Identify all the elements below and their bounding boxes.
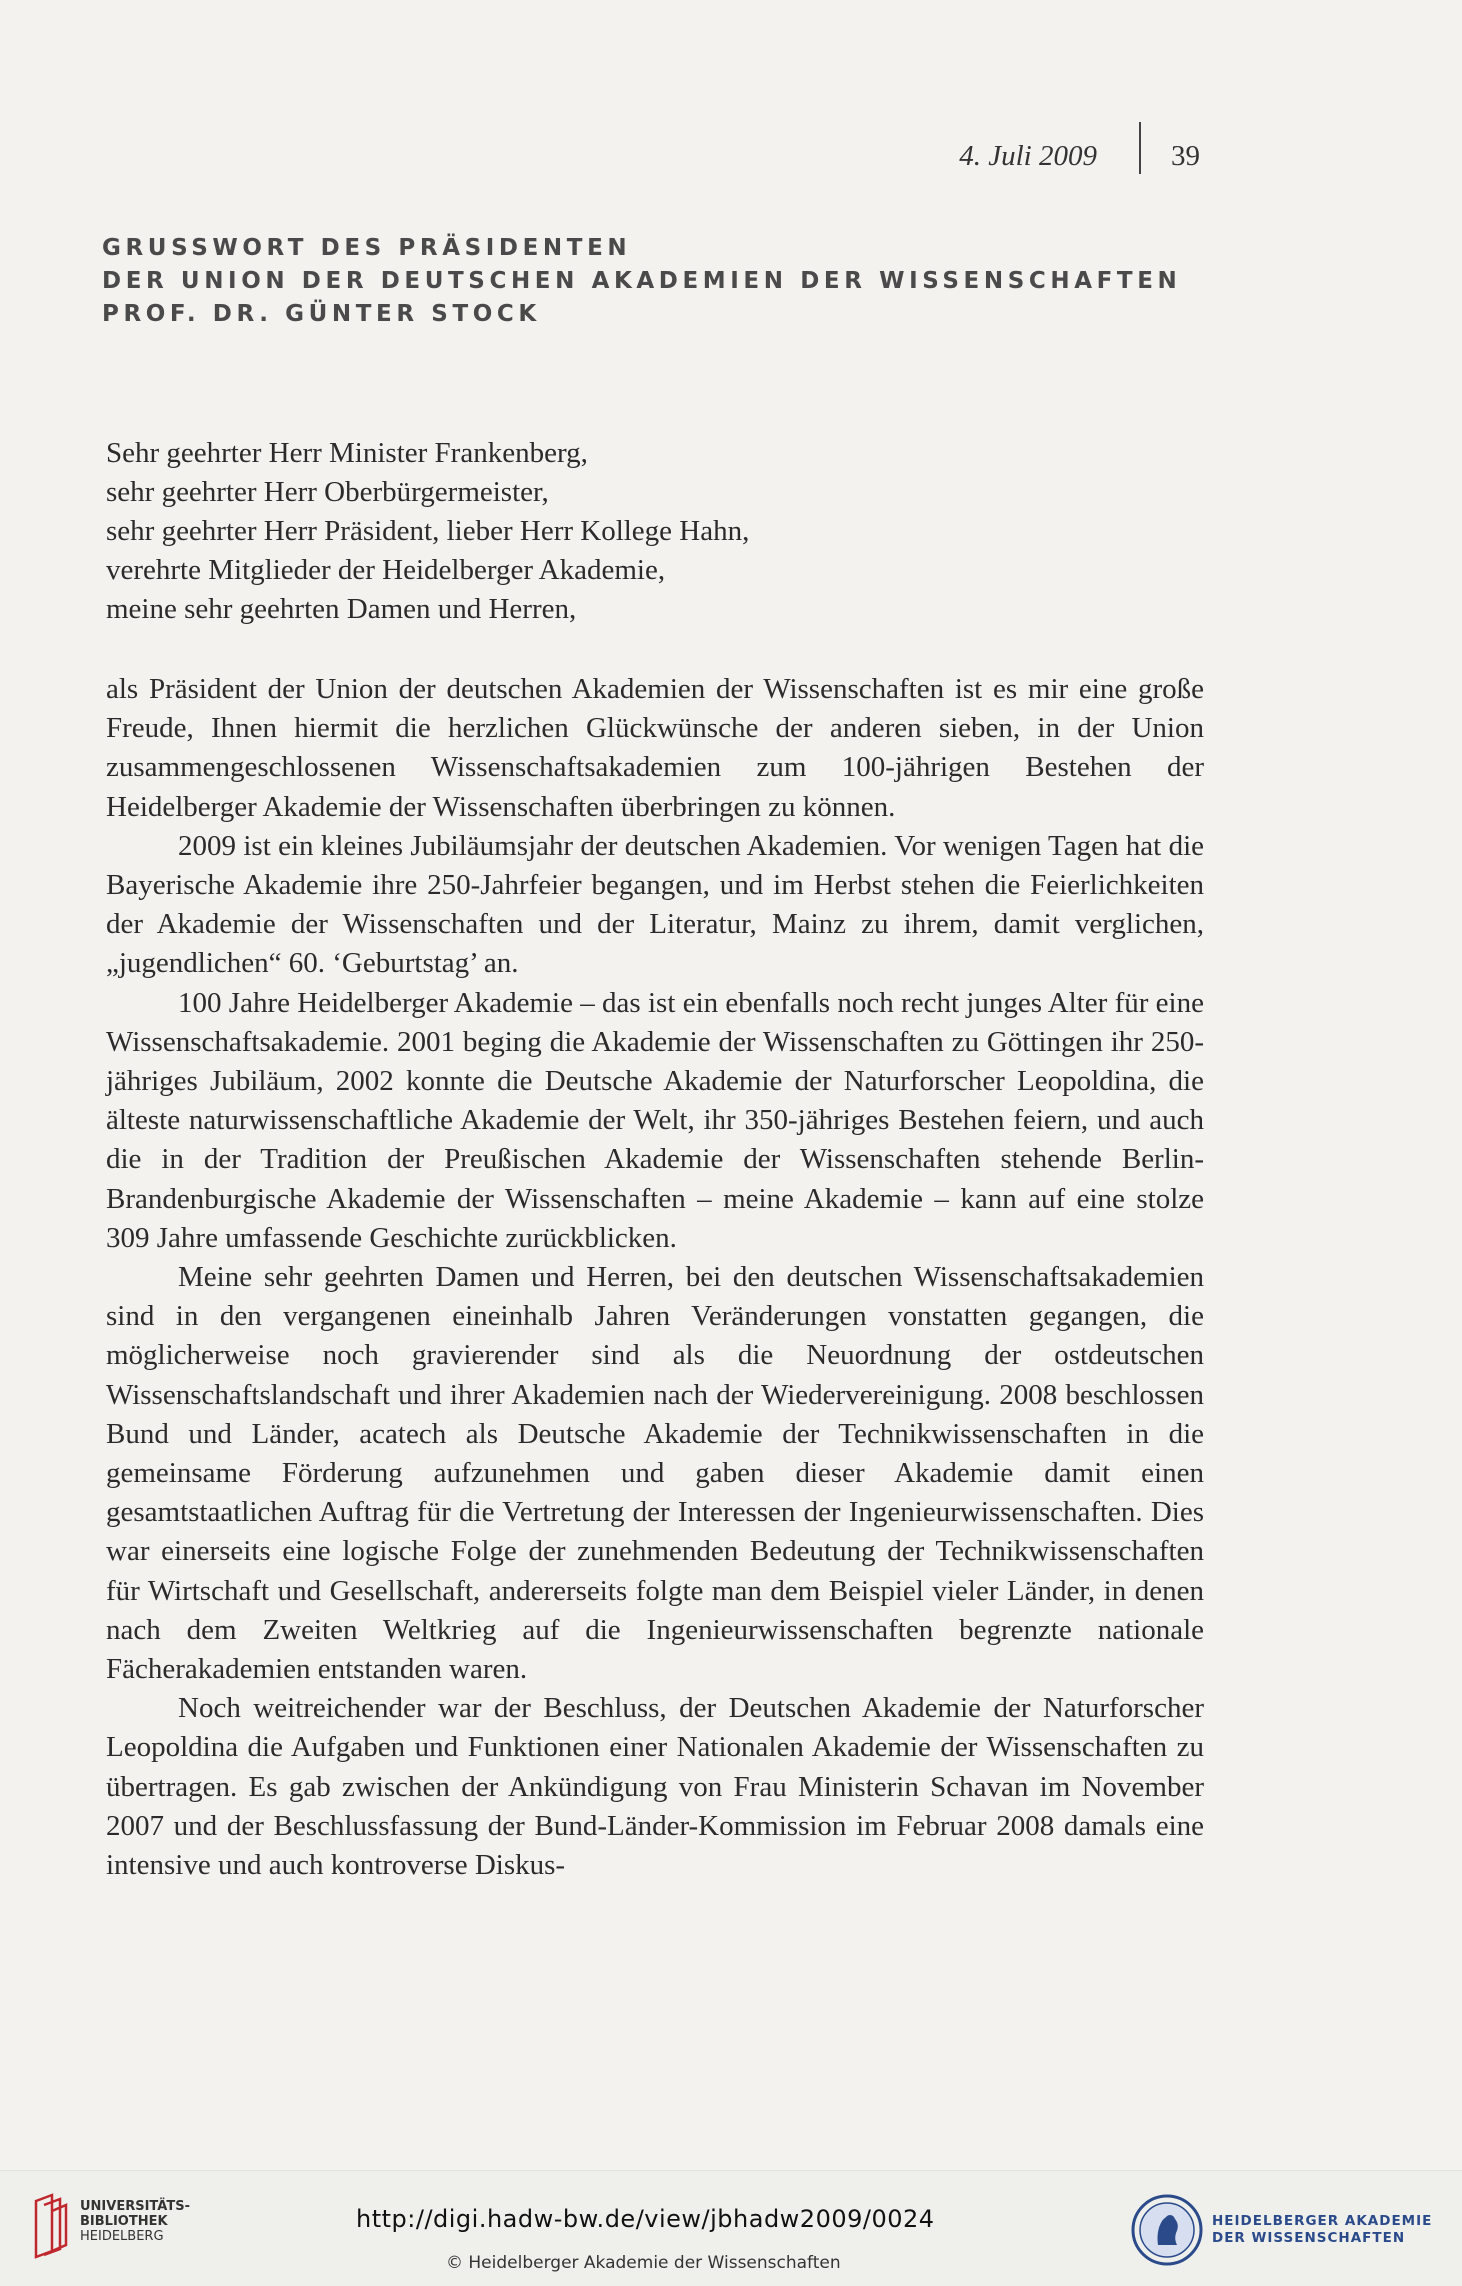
page-number: 39 bbox=[1171, 139, 1200, 172]
paragraph: 100 Jahre Heidelberger Akademie – das ist ein ebenfalls noch recht junges Alter für eine Wissenschaftsakademie. 2001 beging die Akademie der Wissenschaften zu Göttingen ihr 250-jähriges Jubiläum, 2002 konnte die Deutsche Akademie der Naturforscher Leopoldina, die älteste naturwissenschaftliche Akademie der Welt, ihr 350-jähriges Bestehen feiern, und auch die in der Tradition der Preußischen Akademie der Wissenschaften stehende Berlin-Brandenburgische Akademie der Wissenschaften – meine Akademie – kann auf eine stolze 309 Jahre umfassende Geschichte zurückblicken. bbox=[106, 986, 1204, 1254]
paragraph: Noch weitreichender war der Beschluss, der Deutschen Akademie der Naturforscher Leopoldina die Aufgaben und Funktionen einer Nationalen Akademie der Wissenschaften zu übertragen. Es gab zwischen der Ankündigung von Frau Ministerin Schavan im November 2007 und der Beschlussfassung der Bund-Länder-Kommission im Februar 2008 damals eine intensive und auch kontroverse Diskus- bbox=[106, 1692, 1204, 1882]
ub-line-3: HEIDELBERG bbox=[80, 2229, 164, 2244]
salutation-line: sehr geehrter Herr Oberbürgermeister, bbox=[106, 476, 549, 508]
academy-name-line-2: DER WISSENSCHAFTEN bbox=[1212, 2230, 1406, 2246]
paragraph: Meine sehr geehrten Damen und Herren, bei den deutschen Wissenschaftsakademien sind in den vergangenen eineinhalb Jahren Veränderungen vonstatten gegangen, die möglicherweise noch gravierender sind als die Neuordnung der ostdeutschen Wissenschaftslandschaft und ihrer Akademien nach der Wiedervereinigung. 2008 beschlossen Bund und Länder, acatech als Deutsche Akademie der Technikwissenschaften in die gemeinsame Förderung aufzunehmen und gaben dieser Akademie damit einen gesamtstaatlichen Auftrag für die Vertretung der Interessen der Ingenieurwissenschaften. Dies war einerseits eine logische Folge der zunehmenden Bedeutung der Technikwissenschaften für Wirtschaft und Gesellschaft, andererseits folgte man dem Beispiel vieler Länder, in denen nach dem Zweiten Weltkrieg auf die Ingenieurwissenschaften begrenzte nationale Fächerakademien entstanden waren. bbox=[106, 1261, 1204, 1686]
salutation-line: meine sehr geehrten Damen und Herren, bbox=[106, 593, 577, 625]
running-head-separator bbox=[1139, 122, 1141, 174]
heading-line-1: GRUSSWORT DES PRÄSIDENTEN bbox=[102, 235, 632, 261]
academy-seal-icon bbox=[1130, 2193, 1204, 2267]
academy-name-line-1: HEIDELBERGER AKADEMIE bbox=[1212, 2213, 1433, 2229]
section-heading bbox=[102, 232, 1181, 331]
heading-line-2: DER UNION DER DEUTSCHEN AKADEMIEN DER WISSENSCHAFTEN bbox=[102, 268, 1182, 294]
footer-bar bbox=[0, 2170, 1462, 2286]
running-head-date: 4. Juli 2009 bbox=[959, 139, 1097, 172]
salutation-line: sehr geehrter Herr Präsident, lieber Herr Kollege Hahn, bbox=[106, 515, 750, 547]
document-url-link[interactable]: http://digi.hadw-bw.de/view/jbhadw2009/0024 bbox=[356, 2205, 935, 2233]
paragraph: 2009 ist ein kleines Jubiläumsjahr der deutschen Akademien. Vor wenigen Tagen hat die Bayerische Akademie ihre 250-Jahrfeier begangen, und im Herbst stehen die Feierlichkeiten der Akademie der Wissenschaften und der Literatur, Mainz zu ihrem, damit verglichen, „jugendlichen“ 60. ‘Geburtstag’ an. bbox=[106, 829, 1204, 980]
ub-line-2: BIBLIOTHEK bbox=[80, 2214, 168, 2229]
ub-line-1: UNIVERSITÄTS- bbox=[80, 2199, 190, 2214]
body-text bbox=[106, 670, 1204, 1885]
paragraph: als Präsident der Union der deutschen Akademien der Wissenschaften ist es mir eine große Freude, Ihnen hiermit die herzlichen Glückwünsche der anderen sieben, in der Union zusammengeschlossenen Wissenschaftsakademien zum 100-jährigen Bestehen der Heidelberger Akademie der Wissenschaften überbringen zu können. bbox=[106, 673, 1204, 823]
university-library-name bbox=[80, 2199, 190, 2244]
copyright-notice: © Heidelberger Akademie der Wissenschaften bbox=[446, 2253, 841, 2273]
heading-line-3: PROF. DR. GÜNTER STOCK bbox=[102, 301, 541, 327]
salutation-block bbox=[106, 434, 749, 629]
salutation-line: Sehr geehrter Herr Minister Frankenberg, bbox=[106, 437, 588, 469]
salutation-line: verehrte Mitglieder der Heidelberger Akademie, bbox=[106, 554, 666, 586]
running-head bbox=[959, 130, 1200, 182]
academy-name bbox=[1212, 2213, 1432, 2247]
university-library-logo-icon bbox=[32, 2193, 68, 2259]
